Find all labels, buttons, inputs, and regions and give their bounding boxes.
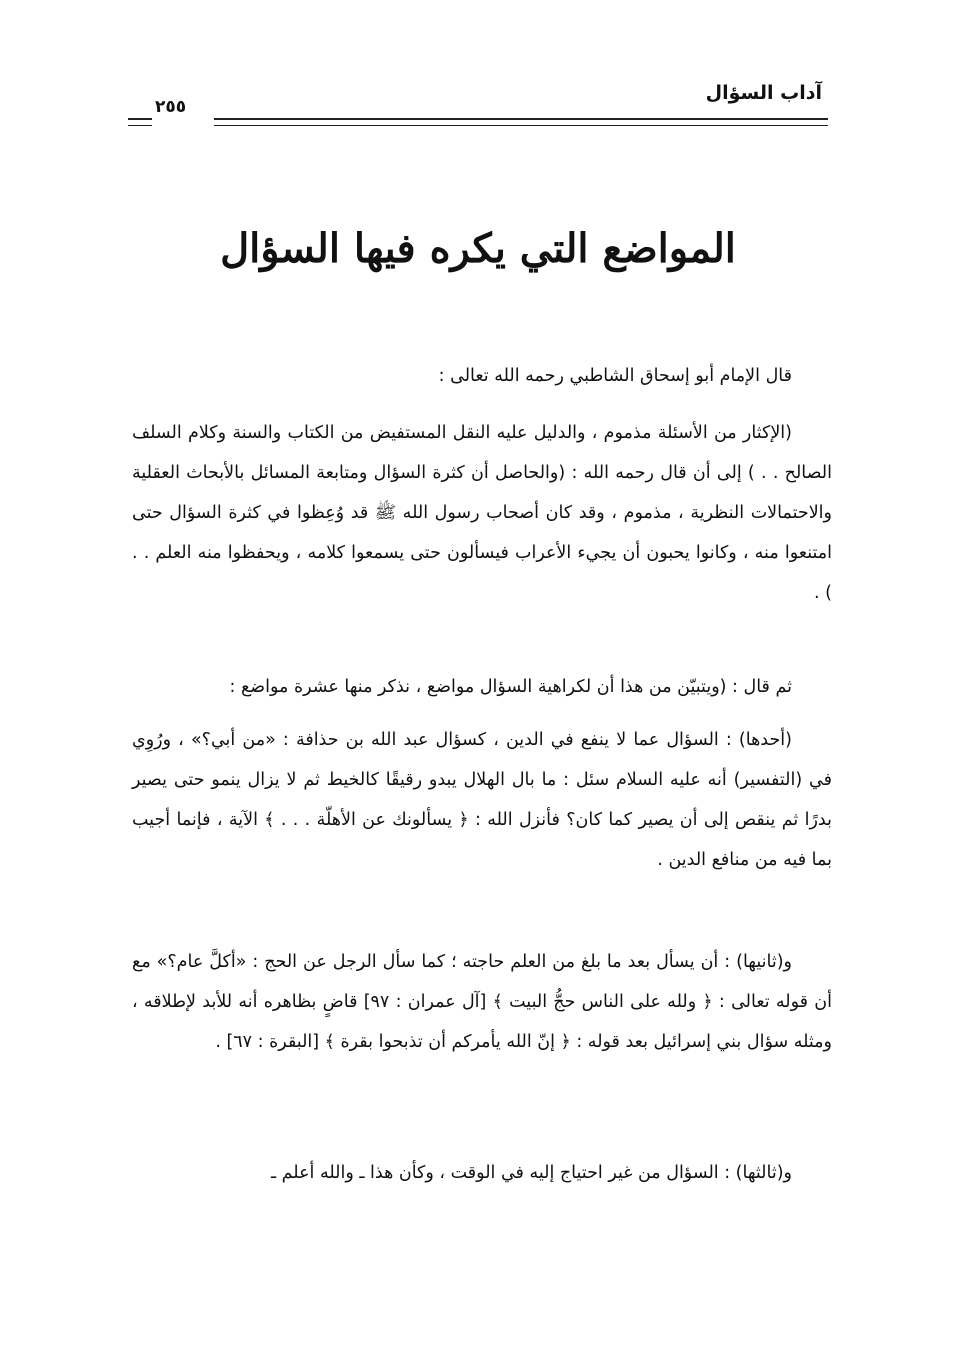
header-rule — [128, 118, 828, 126]
paragraph-intro: قال الإمام أبو إسحاق الشاطبي رحمه الله تعالى : — [438, 366, 792, 386]
paragraph-third: و(ثالثها) : السؤال من غير احتياج إليه في الوقت ، وكأن هذا ـ والله أعلم ـ — [270, 1163, 792, 1183]
paragraph-first: (أحدها) : السؤال عما لا ينفع في الدين ، كسؤال عبد الله بن حذافة : «من أبي؟» ، ورُوِي في (التفسير) أنه عليه السلام سئل : ما بال الهلال يبدو رقيقًا كالخيط ثم لا يزال ينمو حتى يصير بدرًا ثم ينقص إلى أن يصير كما كان؟ فأنزل الله : ﴿ يسألونك عن الأهلّة . . . ﴾ الآية ، فإنما أجيب بما فيه من منافع الدين . — [132, 730, 832, 870]
page-number: ٢٥٥ — [155, 97, 187, 117]
running-head: آداب السؤال — [705, 82, 822, 104]
paragraph-quote: (الإكثار من الأسئلة مذموم ، والدليل عليه النقل المستفيض من الكتاب والسنة وكلام السلف الصالح . . ) إلى أن قال رحمه الله : (والحاصل أن كثرة السؤال ومتابعة المسائل بالأبحاث العقلية والاحتمالات النظرية ، مذموم ، وقد كان أصحاب رسول الله ﷺ قد وُعِظوا في كثرة السؤال حتى امتنعوا منه ، وكانوا يحبون أن يجيء الأعراب فيسألون حتى يسمعوا كلامه ، ويحفظوا منه العلم . . ) . — [132, 423, 832, 603]
paragraph-second: و(ثانيها) : أن يسأل بعد ما بلغ من العلم حاجته ؛ كما سأل الرجل عن الحج : «أكلَّ عام؟» مع أن قوله تعالى : ﴿ ولله على الناس حجُّ البيت ﴾ [آل عمران : ٩٧] قاضٍ بظاهره أنه للأبد لإطلاقه ، ومثله سؤال بني إسرائيل بعد قوله : ﴿ إنّ الله يأمركم أن تذبحوا بقرة ﴾ [البقرة : ٦٧] . — [132, 952, 832, 1052]
paragraph-then-said: ثم قال : (ويتبيّن من هذا أن لكراهية السؤال مواضع ، نذكر منها عشرة مواضع : — [229, 677, 792, 697]
chapter-title: المواضع التي يكره فيها السؤال — [220, 225, 736, 272]
